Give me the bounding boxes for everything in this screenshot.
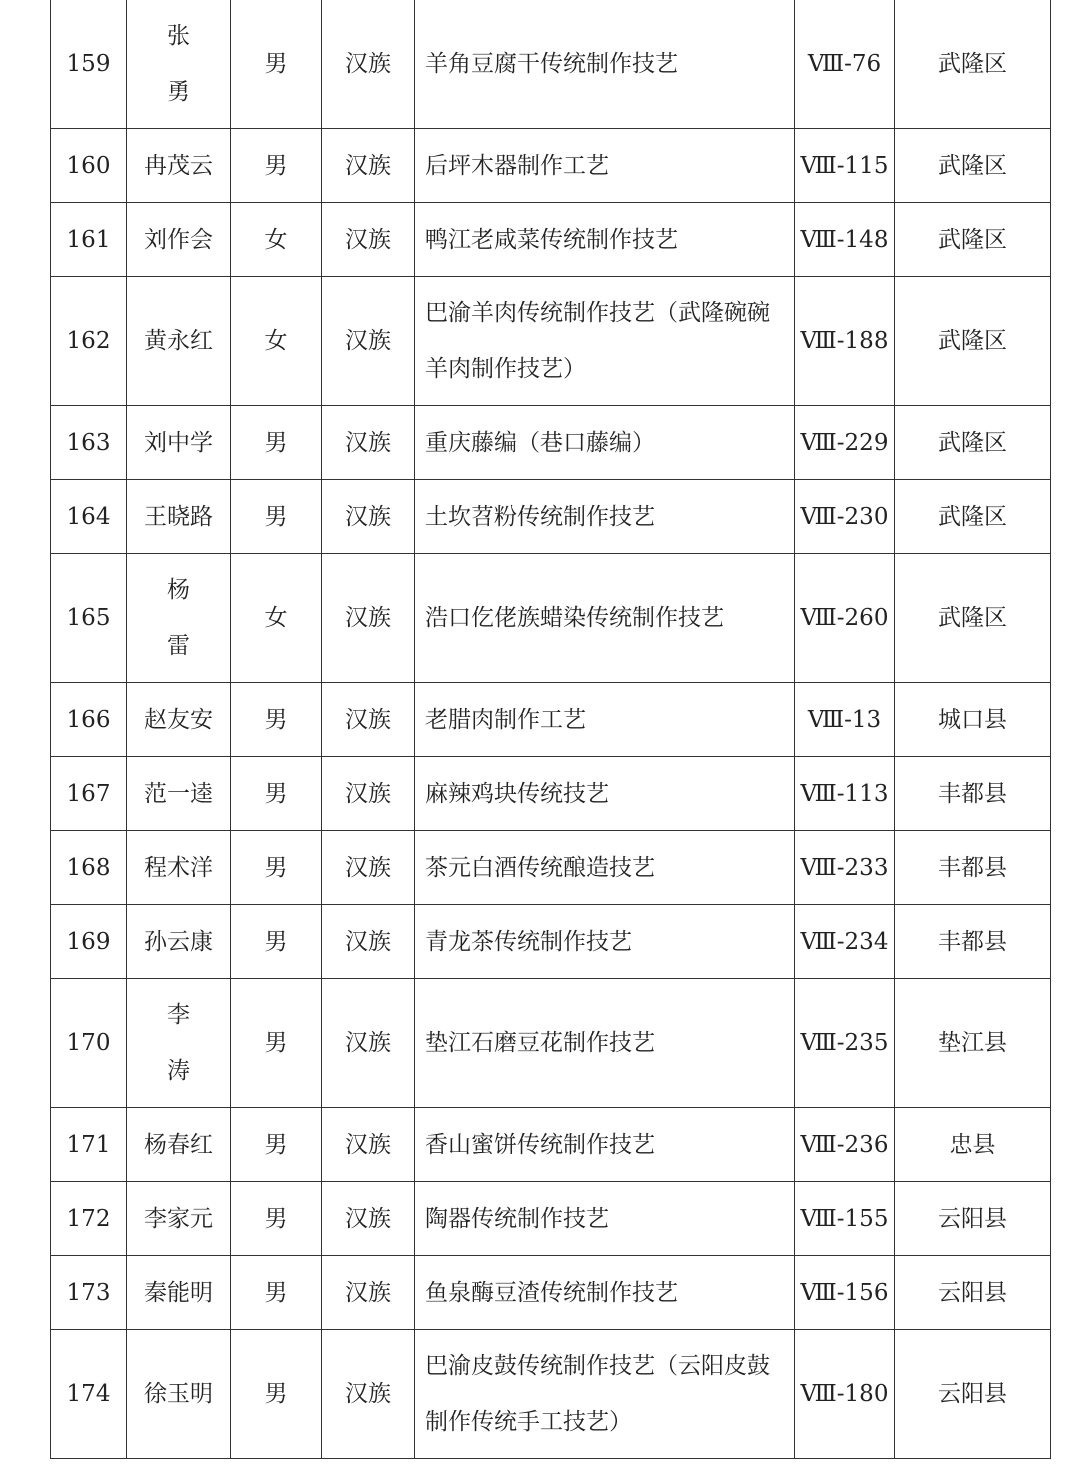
inheritor-name-part: 刘中学 xyxy=(144,429,213,456)
table-row xyxy=(51,554,1051,683)
inheritor-name xyxy=(127,138,230,194)
table-row xyxy=(51,1108,1051,1182)
project-name: 鱼泉酶豆渣传统制作技艺 xyxy=(425,1279,678,1306)
row-number-cell: 163 xyxy=(51,406,127,480)
ethnicity-cell: 汉族 xyxy=(322,0,415,129)
ethnicity-cell: 汉族 xyxy=(322,1182,415,1256)
inheritor-name xyxy=(127,489,230,545)
inheritor-name-part: 王晓路 xyxy=(144,503,213,530)
project-name: 青龙茶传统制作技艺 xyxy=(425,928,632,955)
project-code-cell: Ⅷ-180 xyxy=(795,1330,895,1459)
district-cell: 城口县 xyxy=(895,683,1051,757)
table-row xyxy=(51,0,1051,129)
inheritor-name-part: 勇 xyxy=(167,79,190,105)
district-cell: 丰都县 xyxy=(895,905,1051,979)
project-name: 巴渝皮鼓传统制作技艺（云阳皮鼓制作传统手工技艺） xyxy=(425,1353,770,1435)
project-name: 重庆藤编（巷口藤编） xyxy=(425,429,655,456)
district-cell: 丰都县 xyxy=(895,831,1051,905)
inheritor-name-part: 冉茂云 xyxy=(144,152,213,179)
district-cell: 武隆区 xyxy=(895,129,1051,203)
project-code-cell: Ⅷ-115 xyxy=(795,129,895,203)
inheritor-name xyxy=(127,692,230,748)
project-code-cell: Ⅷ-234 xyxy=(795,905,895,979)
inheritor-name xyxy=(127,1366,230,1422)
project-code-cell: Ⅷ-233 xyxy=(795,831,895,905)
table-row xyxy=(51,480,1051,554)
project-code-cell: Ⅷ-260 xyxy=(795,554,895,683)
project-name-cell xyxy=(415,129,795,203)
district-cell: 垫江县 xyxy=(895,979,1051,1108)
inheritor-name-cell xyxy=(127,406,231,480)
table-row xyxy=(51,406,1051,480)
table-body xyxy=(51,0,1051,1459)
row-number-cell: 170 xyxy=(51,979,127,1108)
project-name-cell xyxy=(415,1182,795,1256)
project-name: 垫江石磨豆花制作技艺 xyxy=(425,1030,655,1056)
ethnicity-cell: 汉族 xyxy=(322,480,415,554)
inheritor-name-part: 杨 xyxy=(167,577,190,603)
table-row xyxy=(51,757,1051,831)
inheritor-name xyxy=(127,914,230,970)
ethnicity-cell: 汉族 xyxy=(322,203,415,277)
project-name: 老腊肉制作工艺 xyxy=(425,706,586,733)
ethnicity-cell: 汉族 xyxy=(322,979,415,1108)
inheritor-name-part: 杨春红 xyxy=(144,1131,213,1158)
inheritor-name xyxy=(127,1191,230,1247)
district-cell: 武隆区 xyxy=(895,0,1051,129)
gender-cell: 男 xyxy=(231,1330,322,1459)
row-number-cell: 165 xyxy=(51,554,127,683)
inheritor-name-cell xyxy=(127,683,231,757)
project-name: 香山蜜饼传统制作技艺 xyxy=(425,1131,655,1158)
inheritor-name-part: 李家元 xyxy=(144,1205,213,1232)
ethnicity-cell: 汉族 xyxy=(322,683,415,757)
project-code-cell: Ⅷ-156 xyxy=(795,1256,895,1330)
project-name-cell xyxy=(415,406,795,480)
district-cell: 武隆区 xyxy=(895,406,1051,480)
project-name-cell xyxy=(415,905,795,979)
table-row xyxy=(51,683,1051,757)
project-code-cell: Ⅷ-229 xyxy=(795,406,895,480)
project-code-cell: Ⅷ-13 xyxy=(795,683,895,757)
inheritor-name xyxy=(127,562,230,674)
row-number-cell: 171 xyxy=(51,1108,127,1182)
inheritor-name-cell xyxy=(127,203,231,277)
project-code-cell: Ⅷ-148 xyxy=(795,203,895,277)
project-name: 麻辣鸡块传统技艺 xyxy=(425,780,609,807)
gender-cell: 女 xyxy=(231,554,322,683)
table-row xyxy=(51,203,1051,277)
row-number-cell: 166 xyxy=(51,683,127,757)
gender-cell: 男 xyxy=(231,979,322,1108)
inheritor-name-part: 赵友安 xyxy=(144,706,213,733)
district-cell: 武隆区 xyxy=(895,554,1051,683)
table-row xyxy=(51,1330,1051,1459)
document-page xyxy=(50,0,1031,1459)
district-cell: 云阳县 xyxy=(895,1330,1051,1459)
row-number-cell: 172 xyxy=(51,1182,127,1256)
inheritor-name-cell xyxy=(127,831,231,905)
gender-cell: 女 xyxy=(231,277,322,406)
project-name: 浩口仡佬族蜡染传统制作技艺 xyxy=(425,605,724,631)
table-row xyxy=(51,129,1051,203)
gender-cell: 男 xyxy=(231,1108,322,1182)
row-number-cell: 174 xyxy=(51,1330,127,1459)
project-name: 羊角豆腐干传统制作技艺 xyxy=(425,51,678,77)
table-row xyxy=(51,1182,1051,1256)
gender-cell: 男 xyxy=(231,757,322,831)
ethnicity-cell: 汉族 xyxy=(322,406,415,480)
district-cell: 云阳县 xyxy=(895,1256,1051,1330)
row-number-cell: 162 xyxy=(51,277,127,406)
gender-cell: 男 xyxy=(231,480,322,554)
inheritor-name-part: 雷 xyxy=(167,633,190,659)
project-code-cell: Ⅷ-188 xyxy=(795,277,895,406)
project-code-cell: Ⅷ-236 xyxy=(795,1108,895,1182)
project-name: 陶器传统制作技艺 xyxy=(425,1205,609,1232)
ethnicity-cell: 汉族 xyxy=(322,277,415,406)
project-name: 巴渝羊肉传统制作技艺（武隆碗碗羊肉制作技艺） xyxy=(425,300,770,382)
district-cell: 武隆区 xyxy=(895,277,1051,406)
inheritor-name xyxy=(127,1265,230,1321)
ethnicity-cell: 汉族 xyxy=(322,1108,415,1182)
inheritor-name-cell xyxy=(127,905,231,979)
project-name-cell xyxy=(415,1330,795,1459)
row-number-cell: 168 xyxy=(51,831,127,905)
table-row xyxy=(51,831,1051,905)
inheritor-name-cell xyxy=(127,277,231,406)
ethnicity-cell: 汉族 xyxy=(322,1330,415,1459)
row-number-cell: 167 xyxy=(51,757,127,831)
ethnicity-cell: 汉族 xyxy=(322,905,415,979)
project-code-cell: Ⅷ-235 xyxy=(795,979,895,1108)
row-number-cell: 160 xyxy=(51,129,127,203)
row-number-cell: 173 xyxy=(51,1256,127,1330)
inheritor-name-cell xyxy=(127,129,231,203)
inheritor-name-cell xyxy=(127,554,231,683)
inheritor-name-cell xyxy=(127,1330,231,1459)
ethnicity-cell: 汉族 xyxy=(322,757,415,831)
inheritor-name xyxy=(127,840,230,896)
project-name-cell xyxy=(415,683,795,757)
district-cell: 云阳县 xyxy=(895,1182,1051,1256)
inheritor-name-part: 李 xyxy=(167,1002,190,1028)
project-name-cell xyxy=(415,203,795,277)
inheritor-name xyxy=(127,766,230,822)
inheritor-name-cell xyxy=(127,0,231,129)
project-name-cell xyxy=(415,757,795,831)
inheritor-name xyxy=(127,313,230,369)
inheritor-name xyxy=(127,987,230,1099)
ethnicity-cell: 汉族 xyxy=(322,129,415,203)
table-row xyxy=(51,1256,1051,1330)
project-name-cell xyxy=(415,979,795,1108)
project-code-cell: Ⅷ-113 xyxy=(795,757,895,831)
inheritor-name-part: 孙云康 xyxy=(144,928,213,955)
inheritor-name xyxy=(127,1117,230,1173)
ethnicity-cell: 汉族 xyxy=(322,1256,415,1330)
inheritor-name-part: 刘作会 xyxy=(144,226,213,253)
inheritor-name-part: 范一逵 xyxy=(144,780,213,807)
project-name: 鸭江老咸菜传统制作技艺 xyxy=(425,226,678,253)
table-row xyxy=(51,979,1051,1108)
table-row xyxy=(51,277,1051,406)
gender-cell: 女 xyxy=(231,203,322,277)
ethnicity-cell: 汉族 xyxy=(322,554,415,683)
inheritor-name xyxy=(127,8,230,120)
gender-cell: 男 xyxy=(231,406,322,480)
row-number-cell: 161 xyxy=(51,203,127,277)
project-code-cell: Ⅷ-76 xyxy=(795,0,895,129)
inheritor-name-part: 涛 xyxy=(167,1058,190,1084)
district-cell: 丰都县 xyxy=(895,757,1051,831)
project-name-cell xyxy=(415,1108,795,1182)
project-name-cell xyxy=(415,554,795,683)
row-number-cell: 164 xyxy=(51,480,127,554)
project-name-cell xyxy=(415,480,795,554)
gender-cell: 男 xyxy=(231,0,322,129)
project-name: 土坎苕粉传统制作技艺 xyxy=(425,503,655,530)
project-name: 茶元白酒传统酿造技艺 xyxy=(425,854,655,881)
project-name-cell xyxy=(415,0,795,129)
project-code-cell: Ⅷ-230 xyxy=(795,480,895,554)
project-code-cell: Ⅷ-155 xyxy=(795,1182,895,1256)
gender-cell: 男 xyxy=(231,1256,322,1330)
project-name-cell xyxy=(415,831,795,905)
district-cell: 武隆区 xyxy=(895,480,1051,554)
gender-cell: 男 xyxy=(231,831,322,905)
row-number-cell: 159 xyxy=(51,0,127,129)
inheritor-name xyxy=(127,415,230,471)
inheritor-name xyxy=(127,212,230,268)
project-name-cell xyxy=(415,277,795,406)
inheritor-name-cell xyxy=(127,1182,231,1256)
district-cell: 忠县 xyxy=(895,1108,1051,1182)
inheritor-name-cell xyxy=(127,480,231,554)
inheritor-name-cell xyxy=(127,1256,231,1330)
inheritor-name-part: 秦能明 xyxy=(144,1279,213,1306)
project-name-cell xyxy=(415,1256,795,1330)
table-row xyxy=(51,905,1051,979)
gender-cell: 男 xyxy=(231,905,322,979)
inheritor-name-part: 张 xyxy=(167,23,190,49)
inheritor-name-part: 徐玉明 xyxy=(144,1381,213,1407)
gender-cell: 男 xyxy=(231,683,322,757)
inheritor-name-cell xyxy=(127,757,231,831)
project-name: 后坪木器制作工艺 xyxy=(425,152,609,179)
inheritor-name-cell xyxy=(127,979,231,1108)
gender-cell: 男 xyxy=(231,1182,322,1256)
inheritor-table xyxy=(50,0,1051,1459)
district-cell: 武隆区 xyxy=(895,203,1051,277)
gender-cell: 男 xyxy=(231,129,322,203)
inheritor-name-part: 黄永红 xyxy=(144,328,213,354)
ethnicity-cell: 汉族 xyxy=(322,831,415,905)
inheritor-name-part: 程术洋 xyxy=(144,854,213,881)
inheritor-name-cell xyxy=(127,1108,231,1182)
row-number-cell: 169 xyxy=(51,905,127,979)
